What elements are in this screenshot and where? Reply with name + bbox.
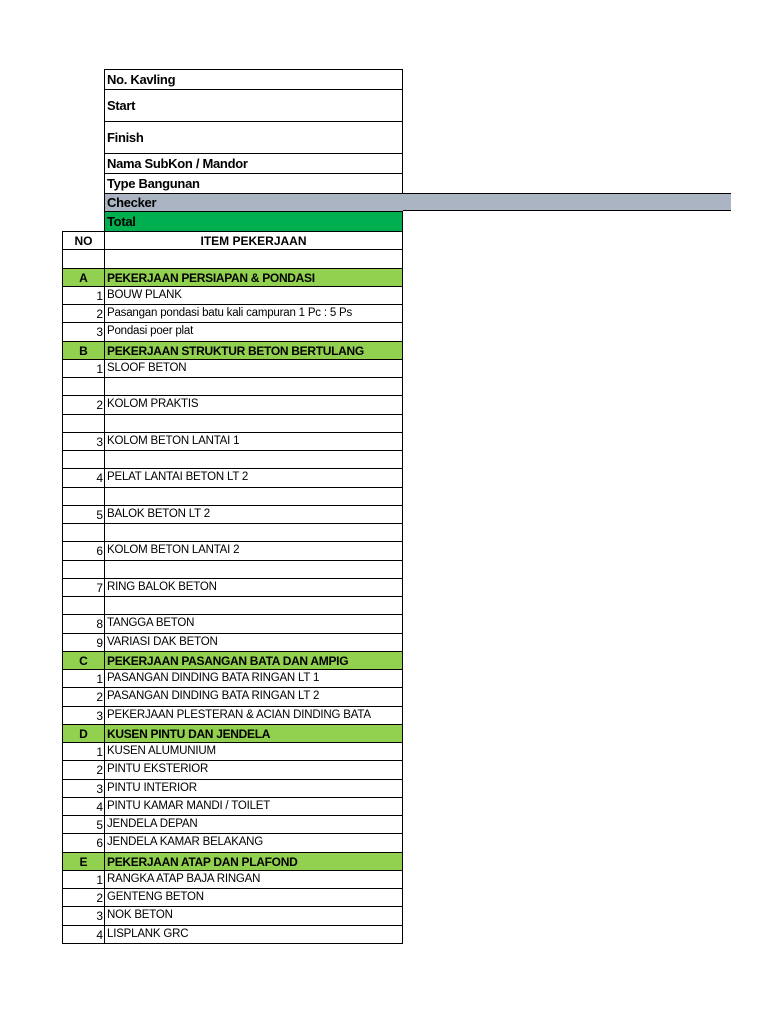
column-header-no: NO (62, 231, 105, 250)
empty-cell (62, 450, 105, 469)
item-name: GENTENG BETON (104, 888, 403, 907)
empty-cell (104, 596, 403, 615)
checker-label: Checker (104, 193, 403, 212)
empty-cell (104, 249, 403, 269)
item-number: 8 (62, 614, 105, 634)
item-name: Pasangan pondasi batu kali campuran 1 Pc : 5 Ps (104, 304, 403, 323)
empty-cell (62, 596, 105, 615)
item-name: JENDELA KAMAR BELAKANG (104, 833, 403, 853)
item-name: RANGKA ATAP BAJA RINGAN (104, 870, 403, 889)
empty-cell (62, 377, 105, 396)
item-number: 6 (62, 541, 105, 561)
section-title: PEKERJAAN STRUKTUR BETON BERTULANG (104, 341, 403, 360)
item-name: Pondasi poer plat (104, 322, 403, 342)
total-label: Total (104, 211, 403, 232)
item-number: 3 (62, 706, 105, 725)
item-number: 5 (62, 815, 105, 834)
empty-cell (104, 523, 403, 542)
item-name: PELAT LANTAI BETON LT 2 (104, 468, 403, 488)
item-number: 3 (62, 322, 105, 342)
item-number: 9 (62, 633, 105, 652)
item-number: 3 (62, 432, 105, 451)
start-label: Start (104, 89, 403, 122)
item-number: 4 (62, 925, 105, 944)
section-title: PEKERJAAN PASANGAN BATA DAN AMPIG (104, 651, 403, 670)
item-number: 3 (62, 779, 105, 798)
item-name: BOUW PLANK (104, 286, 403, 305)
item-name: PASANGAN DINDING BATA RINGAN LT 1 (104, 669, 403, 688)
section-title: KUSEN PINTU DAN JENDELA (104, 724, 403, 743)
empty-cell (62, 487, 105, 506)
item-number: 4 (62, 468, 105, 488)
empty-cell (104, 377, 403, 396)
item-number: 4 (62, 797, 105, 816)
empty-cell (104, 414, 403, 433)
empty-cell (104, 450, 403, 469)
section-title: PEKERJAAN ATAP DAN PLAFOND (104, 852, 403, 871)
item-number: 1 (62, 742, 105, 761)
item-name: PEKERJAAN PLESTERAN & ACIAN DINDING BATA (104, 706, 403, 725)
item-number: 3 (62, 906, 105, 926)
type-bangunan-label: Type Bangunan (104, 173, 403, 194)
item-name: VARIASI DAK BETON (104, 633, 403, 652)
item-number: 2 (62, 888, 105, 907)
item-number: 1 (62, 359, 105, 378)
item-number: 1 (62, 870, 105, 889)
finish-label: Finish (104, 121, 403, 154)
empty-cell (62, 523, 105, 542)
item-number: 2 (62, 687, 105, 707)
empty-cell (62, 249, 105, 269)
item-number: 1 (62, 669, 105, 688)
item-number: 7 (62, 578, 105, 597)
item-number: 2 (62, 304, 105, 323)
item-name: NOK BETON (104, 906, 403, 926)
item-name: KOLOM BETON LANTAI 1 (104, 432, 403, 451)
item-name: PINTU KAMAR MANDI / TOILET (104, 797, 403, 816)
section-code: D (62, 724, 105, 743)
item-number: 2 (62, 760, 105, 780)
section-code: B (62, 341, 105, 360)
item-name: BALOK BETON LT 2 (104, 505, 403, 524)
item-name: PASANGAN DINDING BATA RINGAN LT 2 (104, 687, 403, 707)
item-name: SLOOF BETON (104, 359, 403, 378)
empty-cell (62, 560, 105, 579)
section-code: A (62, 268, 105, 287)
item-number: 2 (62, 395, 105, 415)
item-name: LISPLANK GRC (104, 925, 403, 944)
item-name: KOLOM BETON LANTAI 2 (104, 541, 403, 561)
subkon-label: Nama SubKon / Mandor (104, 153, 403, 174)
item-name: JENDELA DEPAN (104, 815, 403, 834)
section-code: E (62, 852, 105, 871)
section-title: PEKERJAAN PERSIAPAN & PONDASI (104, 268, 403, 287)
item-number: 1 (62, 286, 105, 305)
empty-cell (104, 487, 403, 506)
item-name: RING BALOK BETON (104, 578, 403, 597)
item-number: 6 (62, 833, 105, 853)
no-kavling-label: No. Kavling (104, 69, 403, 90)
item-name: PINTU EKSTERIOR (104, 760, 403, 780)
item-name: KUSEN ALUMUNIUM (104, 742, 403, 761)
item-name: TANGGA BETON (104, 614, 403, 634)
item-name: KOLOM PRAKTIS (104, 395, 403, 415)
item-name: PINTU INTERIOR (104, 779, 403, 798)
empty-cell (62, 414, 105, 433)
empty-cell (104, 560, 403, 579)
section-code: C (62, 651, 105, 670)
item-number: 5 (62, 505, 105, 524)
column-header-item: ITEM PEKERJAAN (104, 231, 403, 250)
